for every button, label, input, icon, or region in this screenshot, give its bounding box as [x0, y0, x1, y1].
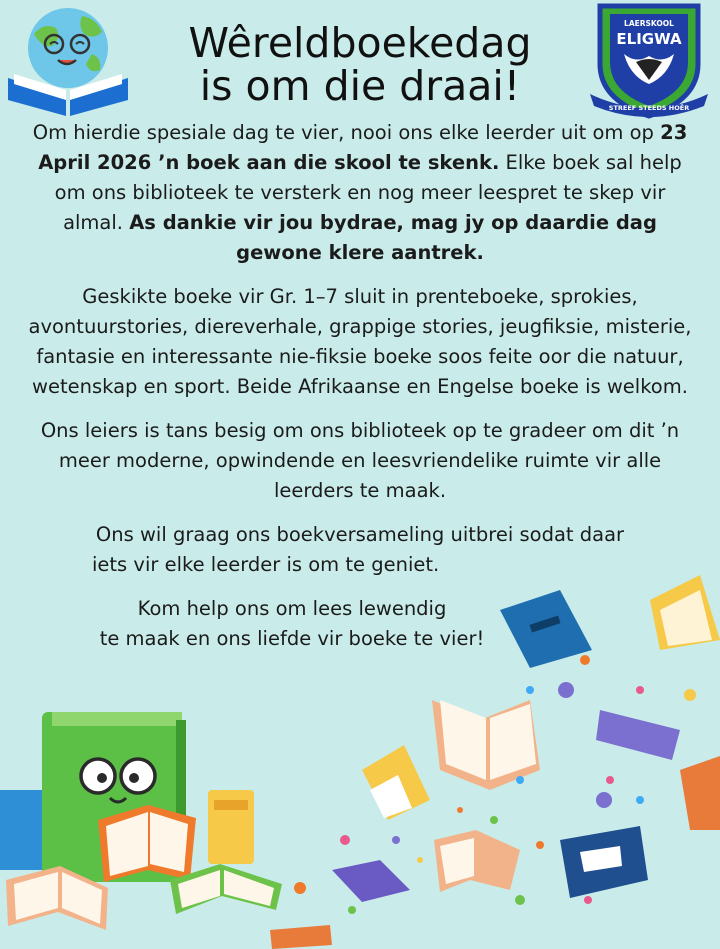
- flying-book-icon: [680, 756, 720, 830]
- flying-book-icon: [434, 830, 520, 892]
- invitation-text-c: Elke boek sal help om ons biblioteek te versterk en nog meer leespret te skep vir almal.: [54, 151, 682, 234]
- flying-book-icon: [650, 575, 720, 650]
- cta-line-1: Kom help ons om lees lewendig: [137, 597, 447, 620]
- flying-book-icon: [500, 590, 592, 668]
- invitation-thanks-bold: As dankie vir jou bydrae, mag jy op daardie dag gewone klere aantrek.: [129, 211, 657, 264]
- title-line-2: is om die draai!: [199, 62, 521, 110]
- badge-motto: STREEF STEEDS HOËR: [608, 104, 690, 112]
- book-illustrations: [0, 560, 720, 949]
- flying-book-icon: [362, 745, 430, 820]
- invitation-text-a: Om hierdie spesiale dag te vier, nooi ons elke leerder uit om op: [32, 121, 661, 144]
- flying-book-icon: [560, 826, 648, 898]
- title-line-1: Wêreldboekedag: [188, 19, 532, 67]
- cta-line-2: te maak en ons liefde vir boeke te vier!: [99, 627, 485, 650]
- flying-book-icon: [270, 925, 332, 949]
- badge-school-name: ELIGWA: [616, 30, 682, 48]
- paragraph-suitable-books: Geskikte boeke vir Gr. 1–7 sluit in prenteboeke, sprokies, avontuurstories, diereverhale, grappige stories, jeugfiksie, misterie, fantasie en interessante nie-fiksie boeke soos feite oor die natuur, wetenskap en sport. Beide Afrikaanse en Engelse boeke is welkom.: [28, 285, 692, 398]
- flying-book-icon: [332, 860, 410, 902]
- flying-book-icon: [432, 700, 540, 790]
- expand-line-1: Ons wil graag ons boekversameling uitbrei sodat daar: [95, 523, 625, 546]
- paragraph-invitation: [22, 118, 698, 268]
- badge-school-top: LAERSKOOL: [624, 19, 674, 28]
- flying-book-icon: [596, 710, 680, 760]
- invitation-date-bold: 23 April 2026 ’n boek aan die skool te skenk.: [38, 121, 688, 174]
- school-badge-logo: [588, 2, 710, 120]
- expand-line-2: iets vir elke leerder is om te geniet.: [92, 553, 440, 576]
- green-book-mascot-icon: [0, 712, 282, 930]
- paragraph-library-upgrade: Ons leiers is tans besig om ons biblioteek op te gradeer om dit ’n meer moderne, opwindende en leesvriendelike ruimte vir alle leerders te maak.: [40, 419, 680, 502]
- page-title: [110, 19, 610, 110]
